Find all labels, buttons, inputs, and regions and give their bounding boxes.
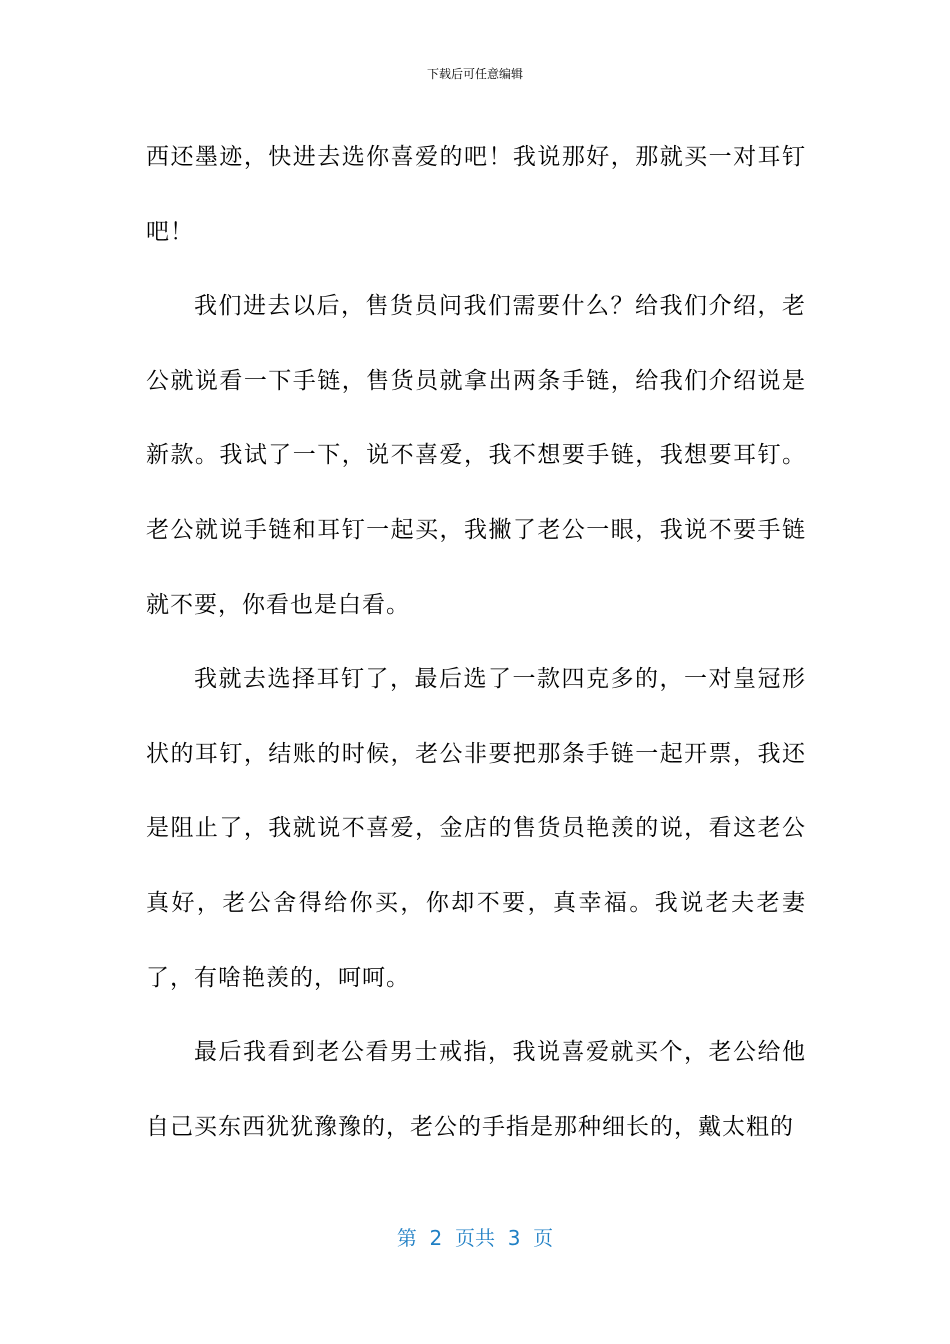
page-header: 下载后可任意编辑 [426,67,523,81]
paragraph: 最后我看到老公看男士戒指，我说喜爱就买个，老公给他自己买东西犹犹豫豫的，老公的手指是那种细长的，戴太粗的 [146,1039,806,1140]
page-number-footer: 第 2 页共 3 页 [396,1226,554,1250]
paragraph: 我就去选择耳钉了，最后选了一款四克多的，一对皇冠形状的耳钉，结账的时候，老公非要把那条手链一起开票，我还是阻止了，我就说不喜爱，金店的售货员艳羡的说，看这老公真好，老公舍得给你买，你却不要，真幸福。我说老夫老妻了，有啥艳羡的，呵呵。 [146,666,806,991]
document-body [146,120,806,1164]
paragraph: 我们进去以后，售货员问我们需要什么？给我们介绍，老公就说看一下手链，售货员就拿出两条手链，给我们介绍说是新款。我试了一下，说不喜爱，我不想要手链，我想要耳钉。老公就说手链和耳钉一起买，我撇了老公一眼，我说不要手链就不要，你看也是白看。 [146,293,806,618]
paragraph: 西还墨迹，快进去选你喜爱的吧！我说那好，那就买一对耳钉吧！ [146,144,806,245]
